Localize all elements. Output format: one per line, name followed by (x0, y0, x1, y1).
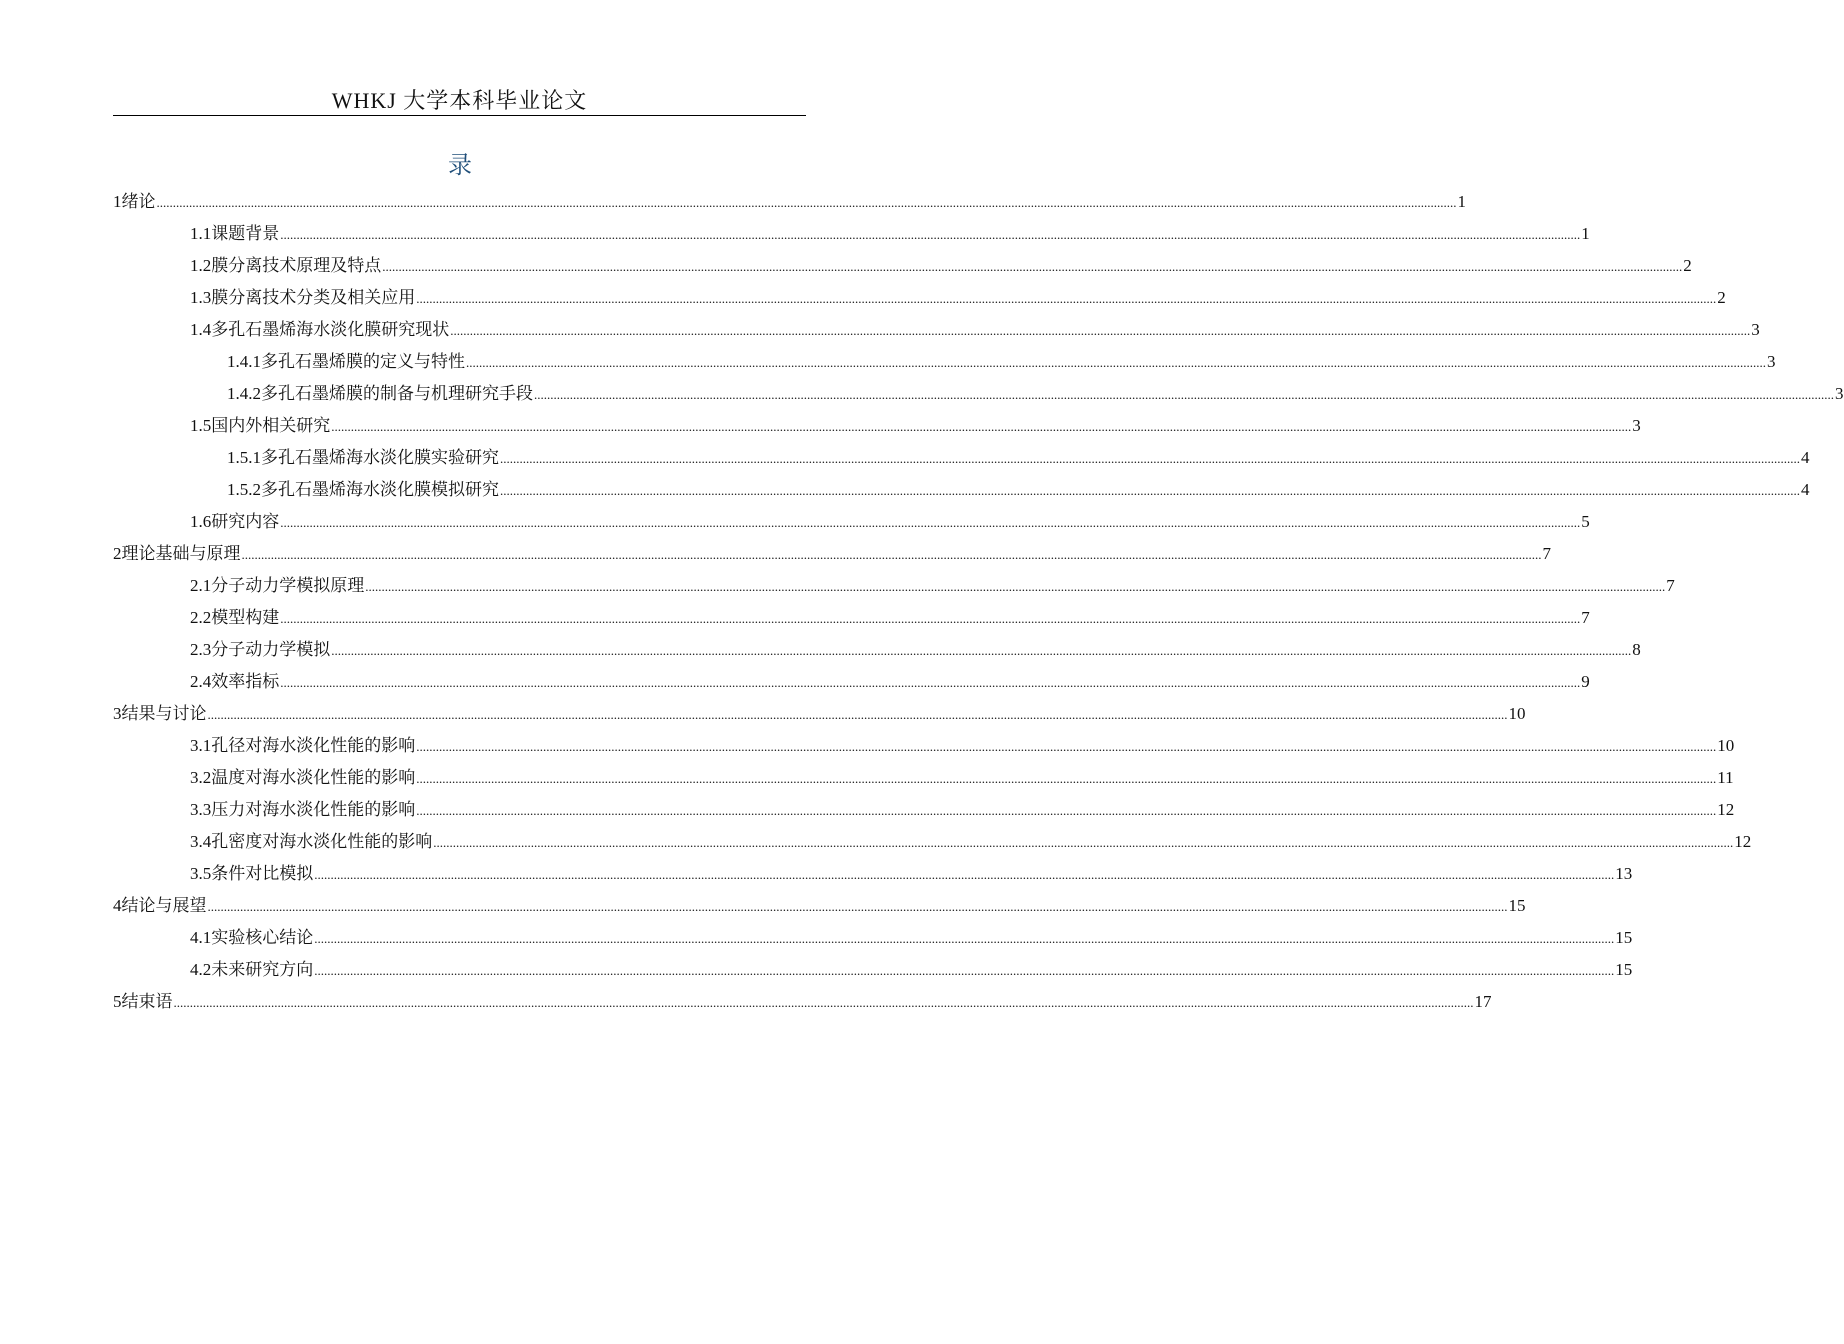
toc-entry-page-number: 7 (1543, 538, 1552, 570)
toc-dot-leader: ................................................................................................................................................................................................................................................................................................................................................................................................................ (466, 355, 1766, 370)
toc-entry-page-number: 15 (1615, 954, 1632, 986)
toc-entry-title: 温度对海水淡化性能的影响 (211, 762, 415, 794)
toc-dot-leader: ................................................................................................................................................................................................................................................................................................................................................................................................................ (450, 323, 1751, 338)
toc-entry-number: 1.5.2 (227, 474, 261, 506)
toc-dot-leader: ................................................................................................................................................................................................................................................................................................................................................................................................................ (314, 867, 1615, 882)
toc-entry-number: 1.4 (190, 314, 211, 346)
table-of-contents (113, 186, 1844, 1018)
toc-dot-leader: ................................................................................................................................................................................................................................................................................................................................................................................................................ (207, 707, 1508, 722)
toc-dot-leader: ................................................................................................................................................................................................................................................................................................................................................................................................................ (416, 739, 1717, 754)
toc-entry[interactable] (113, 538, 1551, 570)
toc-entry-number: 2.3 (190, 634, 211, 666)
toc-entry[interactable] (113, 794, 1735, 826)
toc-entry-title: 孔径对海水淡化性能的影响 (211, 730, 415, 762)
toc-entry-number: 1.6 (190, 506, 211, 538)
toc-entry[interactable] (113, 666, 1590, 698)
toc-entry-page-number: 15 (1509, 890, 1526, 922)
toc-entry[interactable] (113, 378, 1844, 410)
toc-entry-title: 课题背景 (211, 218, 279, 250)
toc-entry-number: 3.5 (190, 858, 211, 890)
toc-dot-leader: ................................................................................................................................................................................................................................................................................................................................................................................................................ (173, 995, 1474, 1010)
toc-entry[interactable] (113, 442, 1810, 474)
toc-entry[interactable] (113, 922, 1633, 954)
toc-entry-number: 1.2 (190, 250, 211, 282)
toc-entry[interactable] (113, 346, 1776, 378)
toc-entry-page-number: 5 (1581, 506, 1590, 538)
toc-dot-leader: ................................................................................................................................................................................................................................................................................................................................................................................................................ (314, 931, 1615, 946)
toc-entry-page-number: 2 (1717, 282, 1726, 314)
toc-entry-title: 效率指标 (211, 666, 279, 698)
toc-entry-title: 条件对比模拟 (211, 858, 313, 890)
toc-dot-leader: ................................................................................................................................................................................................................................................................................................................................................................................................................ (314, 963, 1615, 978)
toc-entry-page-number: 1 (1458, 186, 1467, 218)
toc-dot-leader: ................................................................................................................................................................................................................................................................................................................................................................................................................ (433, 835, 1734, 850)
toc-dot-leader: ................................................................................................................................................................................................................................................................................................................................................................................................................ (534, 387, 1834, 402)
toc-entry-title: 多孔石墨烯海水淡化膜实验研究 (261, 442, 499, 474)
toc-entry-number: 2 (113, 538, 122, 570)
toc-entry[interactable] (113, 218, 1590, 250)
toc-entry[interactable] (113, 282, 1726, 314)
toc-entry-title: 模型构建 (211, 602, 279, 634)
toc-entry-title: 多孔石墨烯膜的定义与特性 (261, 346, 465, 378)
toc-entry-number: 2.2 (190, 602, 211, 634)
toc-entry[interactable] (113, 474, 1810, 506)
toc-entry[interactable] (113, 602, 1590, 634)
toc-entry-page-number: 8 (1632, 634, 1641, 666)
toc-dot-leader: ................................................................................................................................................................................................................................................................................................................................................................................................................ (156, 195, 1457, 210)
toc-dot-leader: ................................................................................................................................................................................................................................................................................................................................................................................................................ (331, 419, 1632, 434)
toc-entry-page-number: 3 (1835, 378, 1844, 410)
toc-dot-leader: ................................................................................................................................................................................................................................................................................................................................................................................................................ (280, 675, 1581, 690)
toc-dot-leader: ................................................................................................................................................................................................................................................................................................................................................................................................................ (280, 515, 1581, 530)
toc-entry[interactable] (113, 890, 1526, 922)
toc-entry-title: 膜分离技术分类及相关应用 (211, 282, 415, 314)
toc-entry[interactable] (113, 410, 1641, 442)
toc-entry-title: 分子动力学模拟原理 (211, 570, 364, 602)
toc-dot-leader: ................................................................................................................................................................................................................................................................................................................................................................................................................ (365, 579, 1666, 594)
toc-dot-leader: ................................................................................................................................................................................................................................................................................................................................................................................................................ (500, 483, 1800, 498)
toc-entry-number: 1.5.1 (227, 442, 261, 474)
toc-entry-number: 1.4.2 (227, 378, 261, 410)
toc-entry[interactable] (113, 314, 1760, 346)
toc-title: 录 (448, 151, 472, 179)
toc-entry-title: 膜分离技术原理及特点 (211, 250, 381, 282)
toc-entry-title: 压力对海水淡化性能的影响 (211, 794, 415, 826)
toc-entry-page-number: 2 (1683, 250, 1692, 282)
toc-entry-title: 多孔石墨烯海水淡化膜研究现状 (211, 314, 449, 346)
toc-dot-leader: ................................................................................................................................................................................................................................................................................................................................................................................................................ (416, 803, 1717, 818)
toc-entry-page-number: 4 (1801, 474, 1810, 506)
toc-entry-number: 2.4 (190, 666, 211, 698)
toc-entry-number: 1 (113, 186, 122, 218)
toc-dot-leader: ................................................................................................................................................................................................................................................................................................................................................................................................................ (280, 227, 1581, 242)
toc-entry-number: 1.1 (190, 218, 211, 250)
toc-entry-title: 绪论 (122, 186, 156, 218)
toc-entry-number: 3.2 (190, 762, 211, 794)
page-header-title: WHKJ 大学本科毕业论文 (331, 88, 588, 113)
toc-entry-page-number: 10 (1509, 698, 1526, 730)
toc-dot-leader: ................................................................................................................................................................................................................................................................................................................................................................................................................ (331, 643, 1632, 658)
toc-entry[interactable] (113, 730, 1735, 762)
toc-entry-number: 2.1 (190, 570, 211, 602)
toc-entry-title: 多孔石墨烯海水淡化膜模拟研究 (261, 474, 499, 506)
toc-entry-number: 1.5 (190, 410, 211, 442)
toc-entry-title: 多孔石墨烯膜的制备与机理研究手段 (261, 378, 533, 410)
toc-entry[interactable] (113, 186, 1466, 218)
toc-entry[interactable] (113, 826, 1752, 858)
toc-entry[interactable] (113, 954, 1633, 986)
toc-entry-page-number: 11 (1717, 762, 1733, 794)
toc-entry[interactable] (113, 250, 1692, 282)
toc-entry-page-number: 10 (1717, 730, 1734, 762)
toc-entry[interactable] (113, 858, 1633, 890)
toc-entry-page-number: 15 (1615, 922, 1632, 954)
toc-entry[interactable] (113, 506, 1590, 538)
toc-entry-number: 4 (113, 890, 122, 922)
toc-entry-number: 5 (113, 986, 122, 1018)
toc-entry-title: 分子动力学模拟 (211, 634, 330, 666)
toc-entry-number: 3.1 (190, 730, 211, 762)
toc-entry[interactable] (113, 762, 1734, 794)
toc-entry-number: 3 (113, 698, 122, 730)
toc-entry-title: 理论基础与原理 (122, 538, 241, 570)
toc-entry-page-number: 9 (1581, 666, 1590, 698)
toc-dot-leader: ................................................................................................................................................................................................................................................................................................................................................................................................................ (500, 451, 1800, 466)
toc-entry-page-number: 12 (1734, 826, 1751, 858)
toc-entry-page-number: 3 (1632, 410, 1641, 442)
toc-entry-title: 孔密度对海水淡化性能的影响 (211, 826, 432, 858)
toc-entry-number: 3.4 (190, 826, 211, 858)
toc-dot-leader: ................................................................................................................................................................................................................................................................................................................................................................................................................ (416, 291, 1717, 306)
toc-dot-leader: ................................................................................................................................................................................................................................................................................................................................................................................................................ (416, 771, 1717, 786)
header-rule (113, 115, 806, 116)
toc-entry-title: 实验核心结论 (211, 922, 313, 954)
toc-entry-title: 未来研究方向 (211, 954, 313, 986)
toc-entry[interactable] (113, 986, 1492, 1018)
toc-entry-title: 结论与展望 (122, 890, 207, 922)
toc-entry-page-number: 4 (1801, 442, 1810, 474)
toc-entry-page-number: 7 (1666, 570, 1675, 602)
toc-entry-page-number: 12 (1717, 794, 1734, 826)
toc-dot-leader: ................................................................................................................................................................................................................................................................................................................................................................................................................ (207, 899, 1508, 914)
toc-entry[interactable] (113, 570, 1675, 602)
toc-entry-number: 1.4.1 (227, 346, 261, 378)
toc-dot-leader: ................................................................................................................................................................................................................................................................................................................................................................................................................ (382, 259, 1683, 274)
toc-entry[interactable] (113, 698, 1526, 730)
toc-entry-number: 3.3 (190, 794, 211, 826)
toc-entry[interactable] (113, 634, 1641, 666)
toc-entry-number: 4.2 (190, 954, 211, 986)
toc-entry-page-number: 17 (1475, 986, 1492, 1018)
toc-entry-page-number: 3 (1767, 346, 1776, 378)
toc-dot-leader: ................................................................................................................................................................................................................................................................................................................................................................................................................ (280, 611, 1581, 626)
toc-entry-page-number: 1 (1581, 218, 1590, 250)
toc-entry-title: 结果与讨论 (122, 698, 207, 730)
toc-entry-title: 国内外相关研究 (211, 410, 330, 442)
toc-dot-leader: ................................................................................................................................................................................................................................................................................................................................................................................................................ (241, 547, 1542, 562)
toc-entry-title: 结束语 (122, 986, 173, 1018)
toc-entry-number: 1.3 (190, 282, 211, 314)
toc-entry-page-number: 13 (1615, 858, 1632, 890)
toc-entry-page-number: 7 (1581, 602, 1590, 634)
toc-entry-number: 4.1 (190, 922, 211, 954)
toc-entry-title: 研究内容 (211, 506, 279, 538)
toc-entry-page-number: 3 (1751, 314, 1760, 346)
